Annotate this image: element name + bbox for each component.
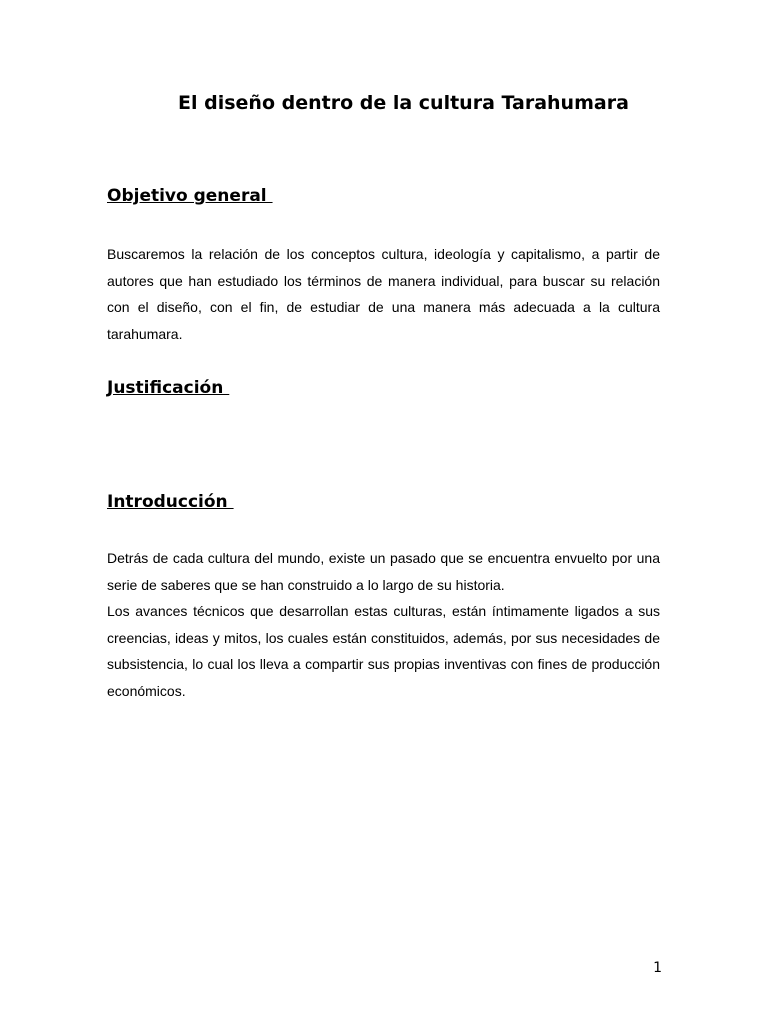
paragraph-objetivo: Buscaremos la relación de los conceptos cultura, ideología y capitalismo, a partir de autores que han estudiado los términos de manera individual, para buscar su relación con el diseño, con el fin, de estudiar de una manera más adecuada a la cultura tarahumara. [107,246,660,342]
heading-justificacion: Justificación [107,378,230,398]
page-number: 1 [653,960,662,976]
heading-objetivo-general: Objetivo general [107,186,273,206]
paragraph-introduccion-1: Detrás de cada cultura del mundo, existe un pasado que se encuentra envuelto por una serie de saberes que se han construido a lo largo de su historia. [107,550,660,593]
heading-introduccion: Introducción [107,492,234,512]
document-title: El diseño dentro de la cultura Tarahumara [178,92,629,114]
paragraph-introduccion-2: Los avances técnicos que desarrollan estas culturas, están íntimamente ligados a sus creencias, ideas y mitos, los cuales están constituidos, además, por sus necesidades de subsistencia, lo cual los lleva a compartir sus propias inventivas con fines de producción económicos. [107,603,660,699]
